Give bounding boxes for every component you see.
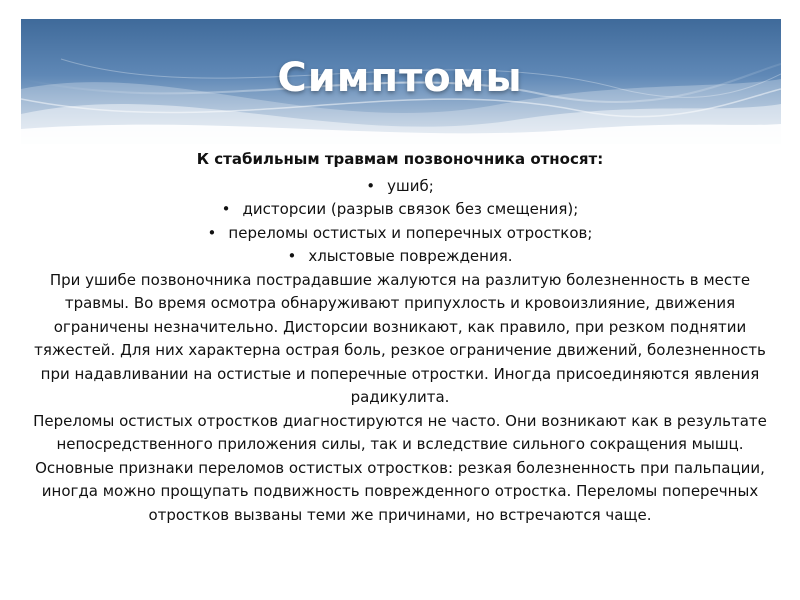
- list-item: [30, 198, 770, 222]
- list-item-text: переломы остистых и поперечных отростков;: [228, 223, 593, 242]
- bullet-list: [30, 175, 770, 269]
- list-item: [30, 175, 770, 199]
- bullet-icon: •: [207, 223, 217, 242]
- bullet-icon: •: [287, 247, 297, 265]
- list-item: [30, 245, 770, 269]
- list-item-text: ушиб;: [387, 176, 434, 195]
- bullet-icon: •: [366, 176, 376, 195]
- list-item: [30, 222, 770, 246]
- paragraph-fractures: Переломы остистых отростков диагностируются не часто. Они возникают как в результате непосредственного приложения силы, так и вследствие сильного сокращения мышц. Основные признаки переломов остистых отростков: резкая болезненность при пальпации, иногда можно прощупать подвижность поврежденного отростка. Переломы поперечных отростков вызваны теми же причинами, но встречаются чаще.: [33, 411, 767, 524]
- content-body: [30, 148, 770, 527]
- list-item-text: хлыстовые повреждения.: [308, 247, 513, 265]
- list-heading: К стабильным травмам позвоночника относят:: [196, 150, 604, 168]
- paragraph-bruise: При ушибе позвоночника пострадавшие жалуются на разлитую болезненность в месте травмы. Во время осмотра обнаруживают припухлость и кровоизлияние, движения ограничены незначительно. Дисторсии возникают, как правило, при резком поднятии тяжестей. Для них характерна острая боль, резкое ограничение движений, болезненность при надавливании на остистые и поперечные отростки. Иногда присоединяются явления радикулита.: [34, 270, 766, 406]
- list-item-text: дисторсии (разрыв связок без смещения);: [242, 200, 579, 218]
- slide-title: Симптомы: [277, 55, 523, 101]
- bullet-icon: •: [221, 200, 231, 218]
